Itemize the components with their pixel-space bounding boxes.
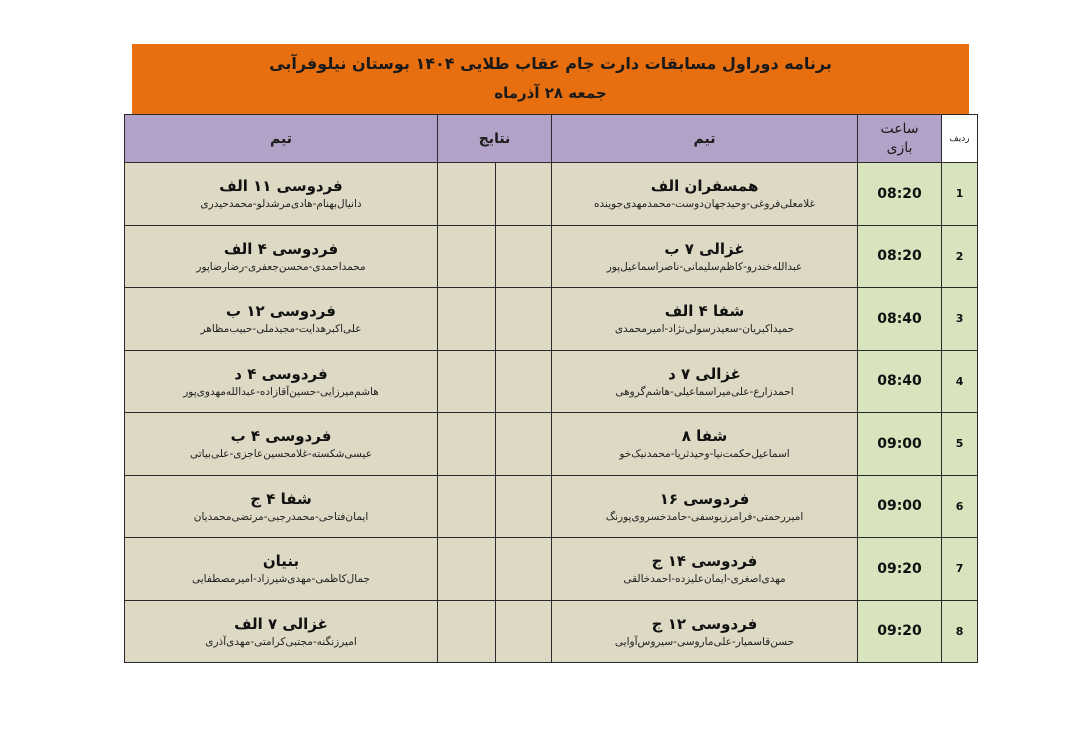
result-cell-home [496,350,552,413]
home-team-cell [552,413,858,476]
home-team-cell [552,163,858,226]
home-team-cell [552,600,858,663]
home-team-players: غلامعلی‌فروغی-وحیدجهان‌دوست-محمدمهدی‌جوینده [594,198,815,211]
away-team-name: فردوسی ۴ ب [230,427,332,446]
home-team-name: همسفران الف [650,177,759,196]
result-cell-home [496,413,552,476]
home-team-cell [552,538,858,601]
result-cell-home [496,475,552,538]
away-team-cell [125,288,438,351]
result-cell-away [438,350,496,413]
away-team-players: دانیال‌بهنام-هادی‌مرشدلو-محمدحیدری [200,198,362,211]
home-team-cell [552,288,858,351]
title-banner [132,44,969,114]
table-row [125,350,978,413]
away-team-cell [125,475,438,538]
result-cell-away [438,475,496,538]
header-team-right: تیم [552,115,858,163]
match-time: 09:00 [858,413,942,476]
row-index: 7 [942,538,978,601]
result-cell-home [496,225,552,288]
home-team-cell [552,225,858,288]
table-row [125,538,978,601]
match-time: 09:20 [858,600,942,663]
away-team-name: فردوسی ۴ د [234,364,328,383]
row-index: 3 [942,288,978,351]
match-time: 08:40 [858,350,942,413]
schedule-table [124,114,978,663]
home-team-cell [552,475,858,538]
header-time-line1: ساعت [880,120,919,137]
home-team-name: غزالی ۷ د [668,364,741,383]
away-team-name: فردوسی ۴ الف [223,239,339,258]
away-team-name: فردوسی ۱۲ ب [226,302,336,321]
away-team-players: امیرزنگنه-مجتبی‌کرامتی-مهدی‌آذری [205,635,357,648]
home-team-players: مهدی‌اصغری-ایمان‌علیزده-احمدخالقی [623,573,786,586]
home-team-players: حسن‌قاسمیار-علی‌ماروسی-سیروس‌آوایی [614,635,795,648]
result-cell-home [496,288,552,351]
row-index: 2 [942,225,978,288]
result-cell-away [438,538,496,601]
row-index: 5 [942,413,978,476]
home-team-name: فردوسی ۱۲ ج [651,614,758,633]
header-row [125,115,978,163]
table-row [125,225,978,288]
home-team-players: اسماعیل‌حکمت‌نیا-وحیدثریا-محمدنیک‌خو [619,448,790,461]
table-row [125,475,978,538]
match-time: 09:20 [858,538,942,601]
home-team-name: شفا ۸ [681,427,728,446]
home-team-name: غزالی ۷ ب [664,239,745,258]
result-cell-away [438,413,496,476]
home-team-players: حمیداکبریان-سعیدرسولی‌نژاد-امیرمحمدی [614,323,795,336]
result-cell-away [438,600,496,663]
home-team-players: احمدزارع-علی‌میراسماعیلی-هاشم‌گروهی [615,385,794,398]
result-cell-away [438,225,496,288]
away-team-cell [125,413,438,476]
header-team-left: تیم [125,115,438,163]
match-time: 08:20 [858,225,942,288]
header-time [858,115,942,163]
away-team-name: غزالی ۷ الف [234,614,328,633]
match-time: 08:40 [858,288,942,351]
away-team-cell [125,225,438,288]
result-cell-away [438,163,496,226]
away-team-cell [125,350,438,413]
home-team-players: امیررحمتی-فرامرزیوسفی-حامدخسروی‌پورنگ [605,510,804,523]
match-time: 09:00 [858,475,942,538]
row-index: 1 [942,163,978,226]
row-index: 6 [942,475,978,538]
table-row [125,600,978,663]
header-results: نتایج [438,115,552,163]
away-team-players: ایمان‌فتاحی-محمدرجبی-مرتضی‌محمدیان [193,510,369,523]
table-row [125,413,978,476]
away-team-name: فردوسی ۱۱ الف [219,177,343,196]
away-team-cell [125,538,438,601]
home-team-name: فردوسی ۱۶ [659,489,750,508]
row-index: 8 [942,600,978,663]
away-team-cell [125,163,438,226]
match-time: 08:20 [858,163,942,226]
away-team-players: جمال‌کاظمی-مهدی‌شیرزاد-امیرمصطفایی [192,573,370,586]
title-line-1: برنامه دوراول مسابقات دارت جام عقاب طلایی ۱۴۰۴ بوستان نیلوفرآبی [269,54,832,73]
home-team-cell [552,350,858,413]
away-team-players: علی‌اکبرهدایت-مجیدملی-حبیب‌مظاهر [200,323,362,336]
home-team-name: شفا ۴ الف [664,302,745,321]
home-team-players: عبدالله‌خندرو-کاظم‌سلیمانی-ناصراسماعیل‌پور [606,260,803,273]
home-team-name: فردوسی ۱۴ ج [651,552,758,571]
away-team-cell [125,600,438,663]
result-cell-away [438,288,496,351]
away-team-players: عیسی‌شکسته-غلامحسین‌عاجزی-علی‌بیاتی [189,448,372,461]
header-index: ردیف [942,115,978,163]
away-team-name: بنیان [262,552,300,571]
result-cell-home [496,600,552,663]
header-time-line2: بازی [886,139,913,156]
away-team-players: محمداحمدی-محسن‌جعفری-رضارضاپور [196,260,366,273]
away-team-name: شفا ۴ ج [250,489,312,508]
away-team-players: هاشم‌میرزایی-حسین‌آقازاده-عبدالله‌مهدوی‌پور [183,385,379,398]
result-cell-home [496,538,552,601]
table-row [125,163,978,226]
title-line-2: جمعه ۲۸ آذرماه [494,84,607,102]
result-cell-home [496,163,552,226]
row-index: 4 [942,350,978,413]
table-row [125,288,978,351]
